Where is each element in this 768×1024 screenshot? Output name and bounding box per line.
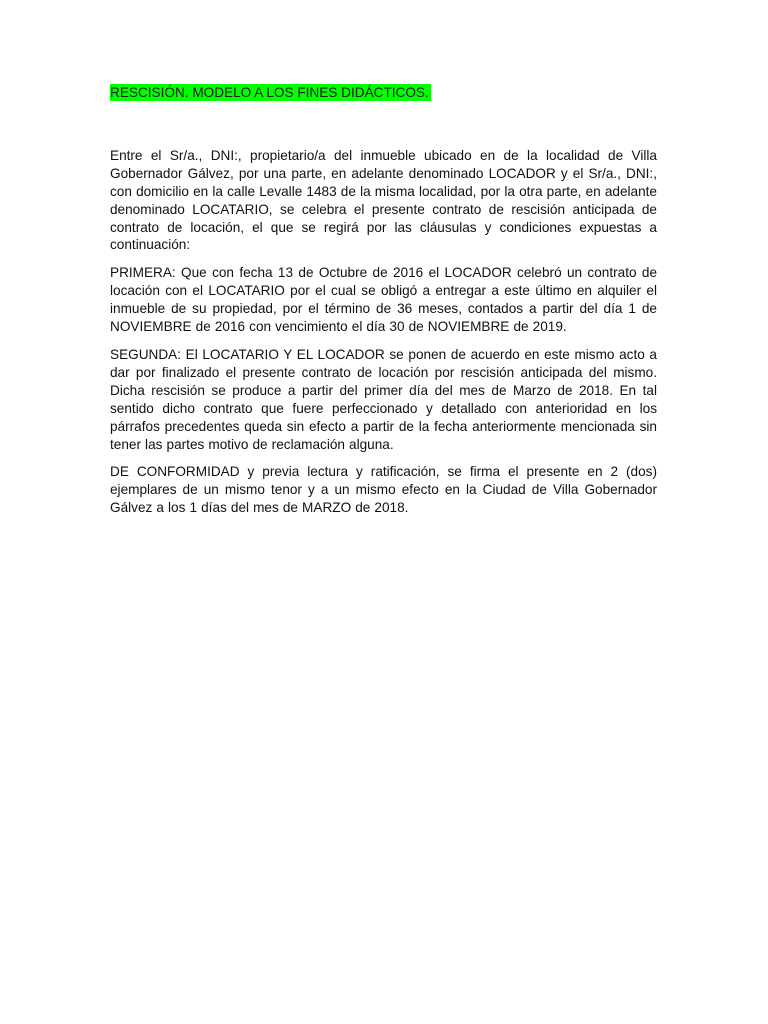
document-body (110, 84, 657, 527)
title-container (110, 84, 657, 102)
document-title: RESCISIÓN. MODELO A LOS FINES DIDÁCTICOS. (110, 85, 429, 100)
paragraph-primera: PRIMERA: Que con fecha 13 de Octubre de 2016 el LOCADOR celebró un contrato de locación con el LOCATARIO por el cual se obligó a entregar a este último en alquiler el inmueble de su propiedad, por el término de 36 meses, contados a partir del día 1 de NOVIEMBRE de 2016 con vencimiento el día 30 de NOVIEMBRE de 2019. (110, 265, 657, 335)
paragraph-conformidad: DE CONFORMIDAD y previa lectura y ratificación, se firma el presente en 2 (dos) ejemplares de un mismo tenor y a un mismo efecto en la Ciudad de Villa Gobernador Gálvez a los 1 días del mes de MARZO de 2018. (110, 464, 657, 516)
paragraph-intro: Entre el Sr/a., DNI:, propietario/a del inmueble ubicado en de la localidad de Villa Gobernador Gálvez, por una parte, en adelante denominado LOCADOR y el Sr/a., DNI:, con domicilio en la calle Levalle 1483 de la misma localidad, por la otra parte, en adelante denominado LOCATARIO, se celebra el presente contrato de rescisión anticipada de contrato de locación, el que se regirá por las cláusulas y condiciones expuestas a continuación: (110, 147, 657, 253)
paragraph-segunda: SEGUNDA: El LOCATARIO Y EL LOCADOR se ponen de acuerdo en este mismo acto a dar por finalizado el presente contrato de locación por rescisión anticipada del mismo. Dicha rescisión se produce a partir del primer día del mes de Marzo de 2018. En tal sentido dicho contrato que fuere perfeccionado y detallado con anterioridad en los párrafos precedentes queda sin efecto a partir de la fecha anteriormente mencionada sin tener las partes motivo de reclamación alguna. (110, 346, 657, 452)
